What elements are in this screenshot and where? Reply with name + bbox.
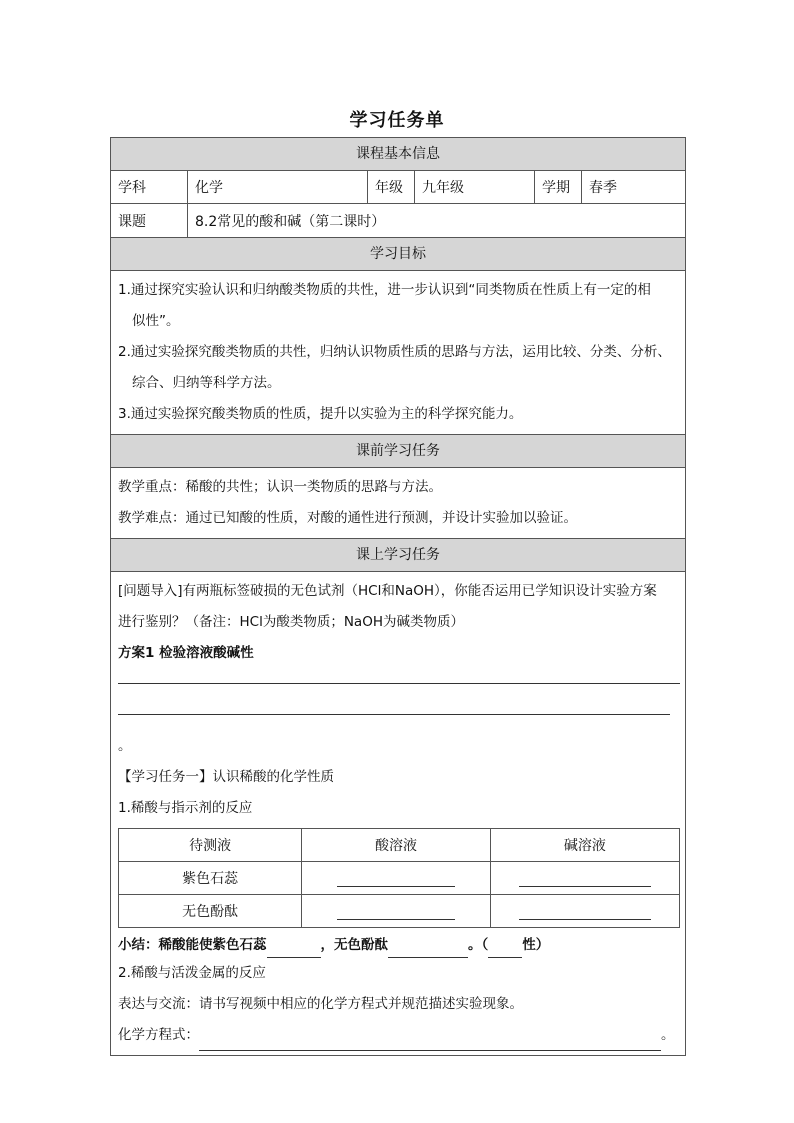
task-1-title: 【学习任务一】认识稀酸的化学性质 [118,769,334,785]
goals-content [111,271,685,435]
equation-line [118,1020,678,1051]
summary-line [118,932,678,958]
litmus-base-blank[interactable] [519,870,651,887]
phenolphthalein-acid-blank[interactable] [337,903,455,920]
express-exchange: 表达与交流：请书写视频中相应的化学方程式并规范描述实验现象。 [118,996,523,1012]
goal-1-line-1: 1.通过探究实验认识和归纳酸类物质的共性，进一步认识到“同类物质在性质上有一定的相 [118,282,651,298]
row-label-litmus: 紫色石蕊 [119,862,302,895]
term-label: 学期 [535,171,582,203]
goal-1-line-2: 似性”。 [132,313,180,329]
plan-period: 。 [118,738,132,754]
phenolphthalein-base-blank[interactable] [519,903,651,920]
summary-text-a: 小结：稀酸能使紫色石蕊 [118,937,267,953]
term-value: 春季 [589,180,617,196]
summary-text-c: 。（ [468,937,489,953]
summary-text-b: ，无色酚酞 [320,937,388,953]
sub-2-title: 2.稀酸与活泼金属的反应 [118,965,266,981]
in-class-content [111,572,685,1055]
equation-label: 化学方程式： [118,1027,199,1043]
col-header-test-solution: 待测液 [119,829,302,862]
key-point: 教学重点：稀酸的共性；认识一类物质的思路与方法。 [118,479,442,495]
subject-label: 学科 [111,171,188,203]
litmus-base-cell [490,862,679,895]
section-header-in-class: 课上学习任务 [111,539,685,572]
goal-2-line-2: 综合、归纳等科学方法。 [132,375,281,391]
row-label-phenolphthalein: 无色酚酞 [119,895,302,928]
summary-text-d: 性） [522,937,550,953]
pre-class-content [111,468,685,539]
summary-blank-3[interactable] [488,941,522,958]
sub-1-title: 1.稀酸与指示剂的反应 [118,800,253,816]
litmus-acid-blank[interactable] [337,870,455,887]
table-row [119,895,680,928]
answer-line-1[interactable] [118,683,680,684]
table-row [119,862,680,895]
answer-line-2[interactable] [118,714,670,715]
equation-end: 。 [661,1027,675,1043]
plan-1: 方案1 检验溶液酸碱性 [118,645,254,661]
col-header-base: 碱溶液 [490,829,679,862]
summary-blank-2[interactable] [388,941,468,958]
task-sheet [110,137,686,1056]
intro-line-1: [问题导入]有两瓶标签破损的无色试剂（HCl和NaOH），你能否运用已学知识设计实验方案 [118,583,657,599]
section-header-basic-info: 课程基本信息 [111,138,685,171]
topic-value: 8.2常见的酸和碱（第二课时） [195,213,386,230]
section-header-goals: 学习目标 [111,238,685,271]
indicator-table [118,828,680,928]
page-title: 学习任务单 [349,110,445,131]
subject-value: 化学 [188,171,368,203]
phenolphthalein-base-cell [490,895,679,928]
difficulty: 教学难点：通过已知酸的性质，对酸的通性进行预测，并设计实验加以验证。 [118,510,577,526]
phenolphthalein-acid-cell [302,895,491,928]
col-header-acid: 酸溶液 [302,829,491,862]
topic-row [111,204,685,238]
table-header-row [119,829,680,862]
grade-label: 年级 [368,171,415,203]
intro-line-2: 进行鉴别？（备注：HCl为酸类物质；NaOH为碱类物质） [118,614,464,630]
equation-blank[interactable] [199,1034,661,1051]
section-header-pre-class: 课前学习任务 [111,435,685,468]
litmus-acid-cell [302,862,491,895]
answer-line-1-wrap [118,669,678,700]
info-row [111,171,685,204]
topic-label: 课题 [111,204,188,237]
goal-3: 3.通过实验探究酸类物质的性质，提升以实验为主的科学探究能力。 [118,406,523,422]
answer-line-2-wrap [118,700,678,731]
summary-blank-1[interactable] [267,941,321,958]
grade-value: 九年级 [415,171,535,203]
goal-2-line-1: 2.通过实验探究酸类物质的共性，归纳认识物质性质的思路与方法，运用比较、分类、分析、 [118,344,671,360]
